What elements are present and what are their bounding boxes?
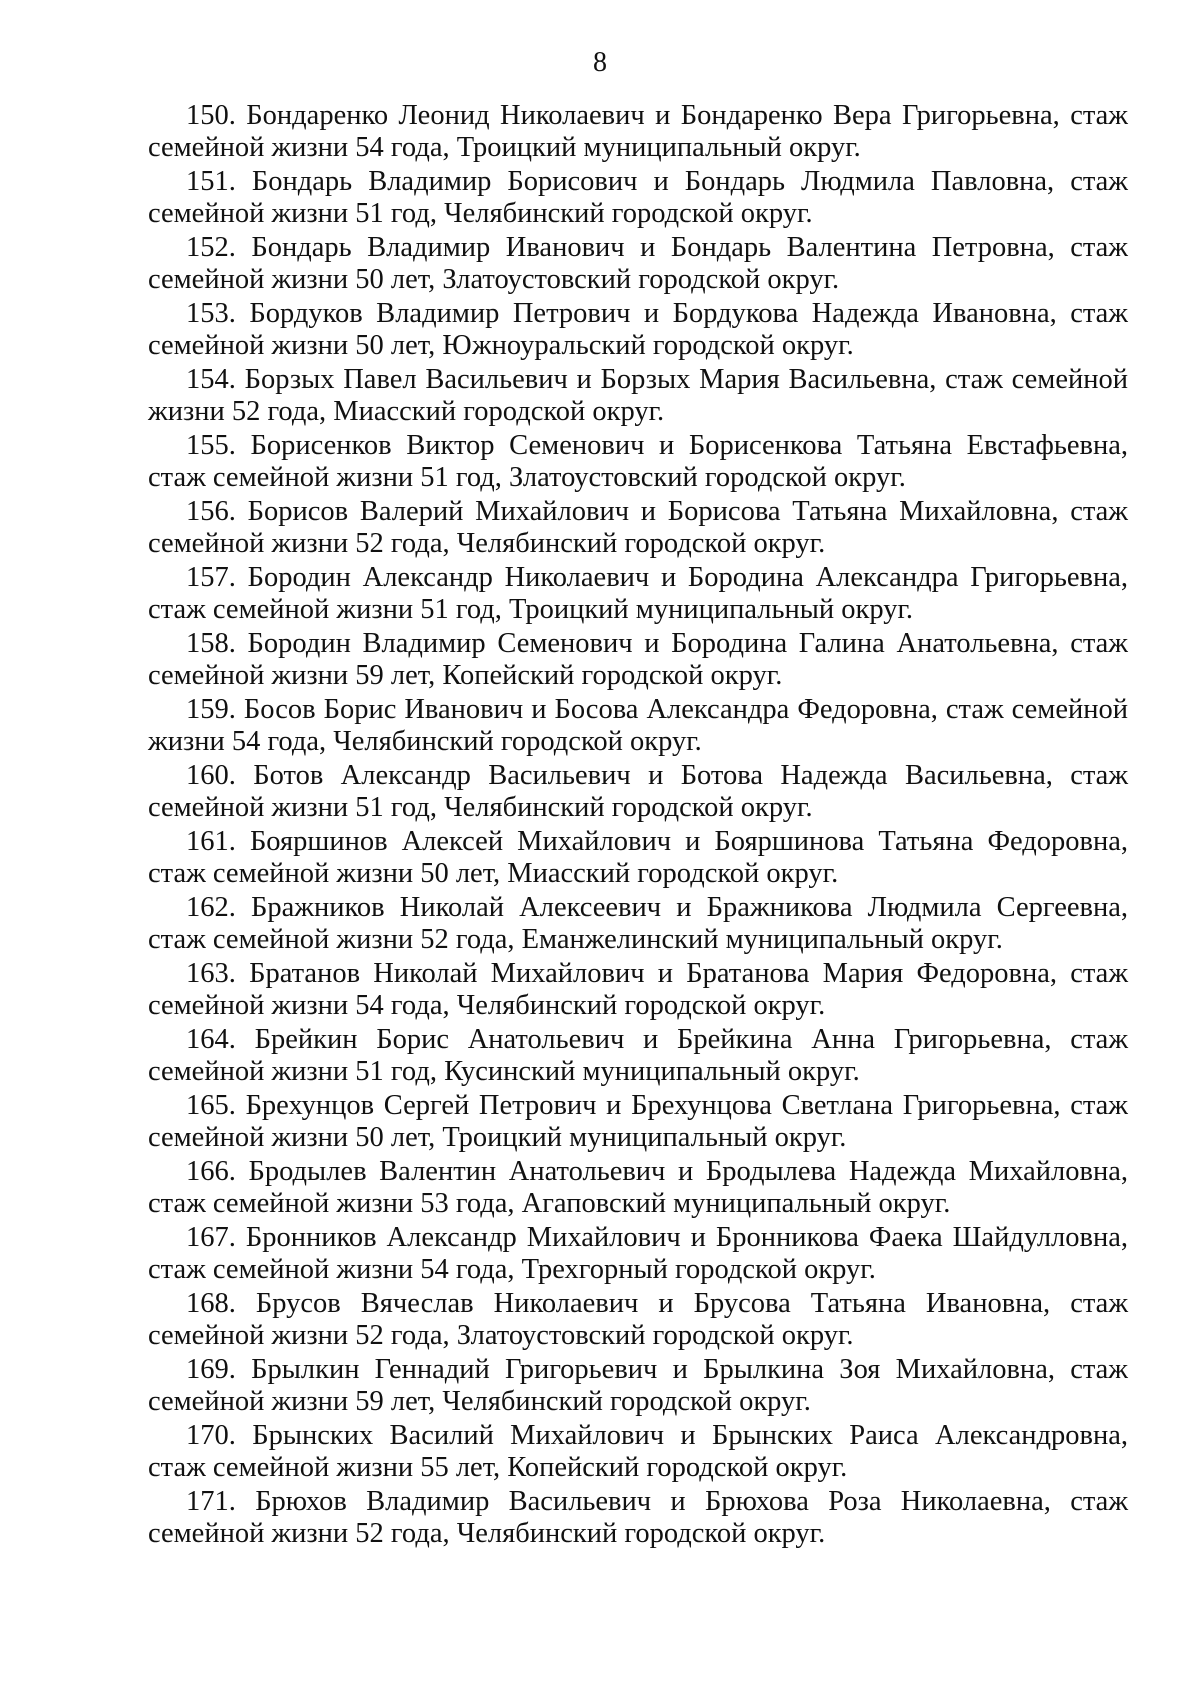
list-item [148, 100, 1128, 164]
list-item [148, 958, 1128, 1022]
entry-number: 165. [186, 1090, 236, 1121]
list-item [148, 1486, 1128, 1550]
entry-number: 154. [186, 364, 236, 395]
list-item [148, 1090, 1128, 1154]
list-item [148, 892, 1128, 956]
entry-text: Ботов Александр Васильевич и Ботова Надежда Васильевна, стаж семейной жизни 51 год, Челябинский городской округ. [148, 760, 1129, 823]
list-item [148, 1156, 1128, 1220]
entry-text: Бояршинов Алексей Михайлович и Бояршинова Татьяна Федоровна, стаж семейной жизни 50 лет, Миасский городской округ. [148, 826, 1128, 889]
entry-number: 169. [186, 1354, 236, 1385]
entry-text: Борзых Павел Васильевич и Борзых Мария Васильевна, стаж семейной жизни 52 года, Миасский городской округ. [148, 364, 1128, 427]
list-item [148, 430, 1128, 494]
entry-number: 160. [186, 760, 236, 791]
list-item [148, 628, 1128, 692]
list-item [148, 1222, 1128, 1286]
entry-text: Борисенков Виктор Семенович и Борисенкова Татьяна Евстафьевна, стаж семейной жизни 51 год, Златоустовский городской округ. [148, 430, 1128, 493]
list-item [148, 166, 1128, 230]
list-item [148, 760, 1128, 824]
entry-number: 155. [186, 430, 236, 461]
entry-text: Бродылев Валентин Анатольевич и Бродылева Надежда Михайловна, стаж семейной жизни 53 года, Агаповский муниципальный округ. [148, 1156, 1128, 1219]
list-item [148, 298, 1128, 362]
list-item [148, 1420, 1128, 1484]
entry-text: Братанов Николай Михайлович и Братанова Мария Федоровна, стаж семейной жизни 54 года, Челябинский городской округ. [148, 958, 1129, 1021]
entry-text: Бородин Владимир Семенович и Бородина Галина Анатольевна, стаж семейной жизни 59 лет, Копейский городской округ. [148, 628, 1129, 691]
entry-number: 153. [186, 298, 236, 329]
entry-number: 170. [186, 1420, 236, 1451]
list-item [148, 562, 1128, 626]
entry-text: Босов Борис Иванович и Босова Александра Федоровна, стаж семейной жизни 54 года, Челябинский городской округ. [148, 694, 1129, 757]
entry-text: Брехунцов Сергей Петрович и Брехунцова Светлана Григорьевна, стаж семейной жизни 50 лет, Троицкий муниципальный округ. [148, 1090, 1128, 1153]
entry-text: Бражников Николай Алексеевич и Бражникова Людмила Сергеевна, стаж семейной жизни 52 года, Еманжелинский муниципальный округ. [148, 892, 1129, 955]
entry-number: 164. [186, 1024, 236, 1055]
list-item [148, 232, 1128, 296]
entry-number: 167. [186, 1222, 236, 1253]
entry-text: Брынских Василий Михайлович и Брынских Раиса Александровна, стаж семейной жизни 55 лет, Копейский городской округ. [148, 1420, 1128, 1483]
entry-list [148, 100, 1128, 1552]
entry-text: Брусов Вячеслав Николаевич и Брусова Татьяна Ивановна, стаж семейной жизни 52 года, Златоустовский городской округ. [148, 1288, 1129, 1351]
entry-number: 150. [186, 100, 236, 131]
list-item [148, 364, 1128, 428]
entry-number: 159. [186, 694, 236, 725]
entry-text: Брылкин Геннадий Григорьевич и Брылкина Зоя Михайловна, стаж семейной жизни 59 лет, Челябинский городской округ. [148, 1354, 1128, 1417]
entry-text: Бондарь Владимир Иванович и Бондарь Валентина Петровна, стаж семейной жизни 50 лет, Златоустовский городской округ. [148, 232, 1128, 295]
list-item [148, 826, 1128, 890]
entry-number: 151. [186, 166, 236, 197]
entry-number: 158. [186, 628, 236, 659]
entry-text: Борисов Валерий Михайлович и Борисова Татьяна Михайловна, стаж семейной жизни 52 года, Челябинский городской округ. [148, 496, 1129, 559]
entry-number: 163. [186, 958, 236, 989]
page-number: 8 [593, 47, 607, 78]
list-item [148, 496, 1128, 560]
entry-text: Бронников Александр Михайлович и Бронникова Фаека Шайдулловна, стаж семейной жизни 54 года, Трехгорный городской округ. [148, 1222, 1129, 1285]
entry-number: 171. [186, 1486, 236, 1517]
list-item [148, 1354, 1128, 1418]
list-item [148, 694, 1128, 758]
entry-number: 161. [186, 826, 236, 857]
entry-text: Бондаренко Леонид Николаевич и Бондаренко Вера Григорьевна, стаж семейной жизни 54 года, Троицкий муниципальный округ. [148, 100, 1128, 163]
entry-text: Бордуков Владимир Петрович и Бордукова Надежда Ивановна, стаж семейной жизни 50 лет, Южноуральский городской округ. [148, 298, 1129, 361]
entry-number: 156. [186, 496, 236, 527]
entry-number: 166. [186, 1156, 236, 1187]
entry-text: Брейкин Борис Анатольевич и Брейкина Анна Григорьевна, стаж семейной жизни 51 год, Кусинский муниципальный округ. [148, 1024, 1129, 1087]
list-item [148, 1288, 1128, 1352]
entry-number: 162. [186, 892, 236, 923]
entry-text: Бондарь Владимир Борисович и Бондарь Людмила Павловна, стаж семейной жизни 51 год, Челябинский городской округ. [148, 166, 1129, 229]
entry-number: 152. [186, 232, 236, 263]
entry-number: 157. [186, 562, 236, 593]
list-item [148, 1024, 1128, 1088]
entry-number: 168. [186, 1288, 236, 1319]
entry-text: Бородин Александр Николаевич и Бородина Александра Григорьевна, стаж семейной жизни 51 год, Троицкий муниципальный округ. [148, 562, 1128, 625]
entry-text: Брюхов Владимир Васильевич и Брюхова Роза Николаевна, стаж семейной жизни 52 года, Челябинский городской округ. [148, 1486, 1129, 1549]
